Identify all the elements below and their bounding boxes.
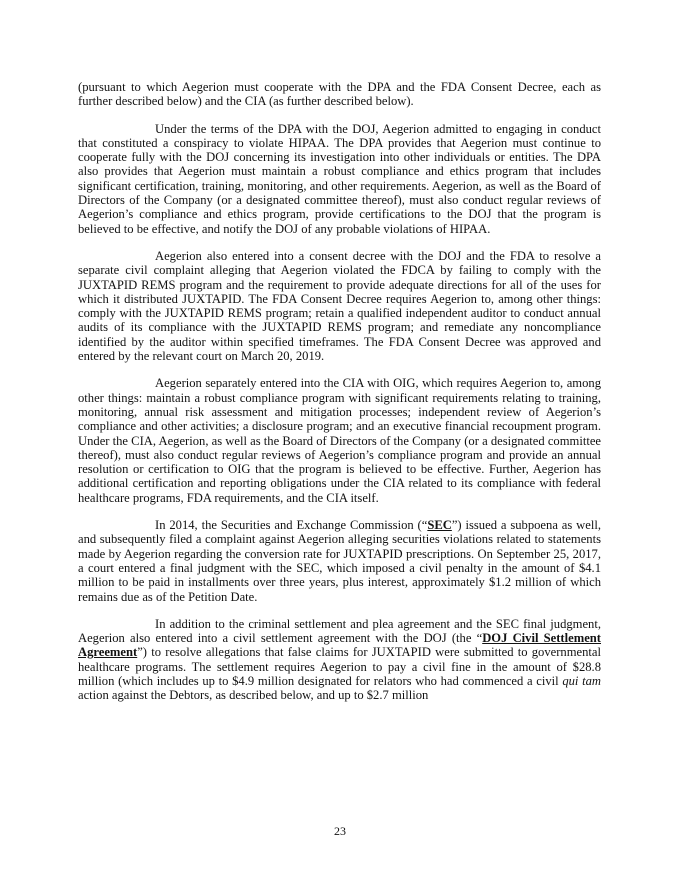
text-segment: In 2014, the Securities and Exchange Commission (“: [155, 518, 428, 533]
text-segment: Aegerion also entered into a consent decree with the DOJ and the FDA to resolve a separate civil complaint alleging that Aegerion violated the FDCA by failing to comply with the JUXTAPID REMS program and the requirement to provide adequate directions for all of the uses for which it distributed JUXTAPID. The FDA Consent Decree requires Aegerion to, among other things: comply with the JUXTAPID REMS program; retain a qualified independent auditor to conduct annual audits of its compliance with the JUXTAPID REMS program; and remediate any noncompliance identified by the auditor within specified timeframes. The FDA Consent Decree was approved and entered by the relevant court on March 20, 2019.: [78, 248, 601, 364]
text-segment: Under the terms of the DPA with the DOJ, Aegerion admitted to engaging in conduct that constituted a conspiracy to violate HIPAA. The DPA provides that Aegerion must continue to cooperate fully with the DOJ concerning its investigation into other individuals or entities. The DPA also provides that Aegerion must maintain a robust compliance and ethics program that includes significant certification, training, monitoring, and other requirements. Aegerion, as well as the Board of Directors of the Company (or a designated committee thereof), must also conduct regular reviews of Aegerion’s compliance and ethics program, provide certifications to the DOJ that the program is believed to be effective, and notify the DOJ of any probable violations of HIPAA.: [78, 121, 601, 236]
italic-phrase: qui tam: [562, 673, 601, 688]
text-segment: Aegerion separately entered into the CIA with OIG, which requires Aegerion to, among other things: maintain a robust compliance program with significant requirements relating to training, monitoring, annual risk assessment and mitigation processes; independent review of Aegerion’s compliance and other activities; a disclosure program; and an executive financial recoupment program. Under the CIA, Aegerion, as well as the Board of Directors of the Company (or a designated committee thereof), must also conduct regular reviews of Aegerion’s compliance program and provide an annual resolution or certification to OIG that the program is believed to be effective. Further, Aegerion has additional certification and reporting obligations under the CIA related to its compliance with federal healthcare programs, FDA requirements, and the CIA itself.: [78, 376, 601, 505]
text-segment: (pursuant to which Aegerion must cooperate with the DPA and the FDA Consent Decree, each as further described below) and the CIA (as further described below).: [78, 80, 601, 109]
page-number: 23: [334, 824, 346, 838]
paragraph: [78, 122, 601, 236]
text-segment: In addition to the criminal settlement and plea agreement and the SEC final judgment, Aegerion also entered into a civil settlement agreement with the DOJ (the “: [78, 616, 601, 646]
text-segment: action against the Debtors, as described below, and up to $2.7 million: [78, 688, 429, 703]
document-body: [78, 80, 601, 716]
defined-term: SEC: [427, 518, 452, 533]
paragraph: [78, 249, 601, 363]
paragraph: [78, 518, 601, 604]
text-segment: ”) issued a subpoena as well, and subsequently filed a complaint against Aegerion alleging securities violations related to statements made by Aegerion regarding the conversion rate for JUXTAPID prescriptions. On September 25, 2017, a court entered a final judgment with the SEC, which imposed a civil penalty in the amount of $4.1 million to be paid in installments over three years, plus interest, approximately $1.2 million of which remains due as of the Petition Date.: [78, 518, 601, 604]
defined-term: DOJ Civil Settlement Agreement: [78, 631, 601, 660]
paragraph: [78, 617, 601, 703]
paragraph: [78, 376, 601, 505]
paragraph: [78, 80, 601, 109]
text-segment: ”) to resolve allegations that false claims for JUXTAPID were submitted to governmental healthcare programs. The settlement requires Aegerion to pay a civil fine in the amount of $28.8 million (which includes up to $4.9 million designated for relators who had commenced a civil: [78, 645, 601, 688]
